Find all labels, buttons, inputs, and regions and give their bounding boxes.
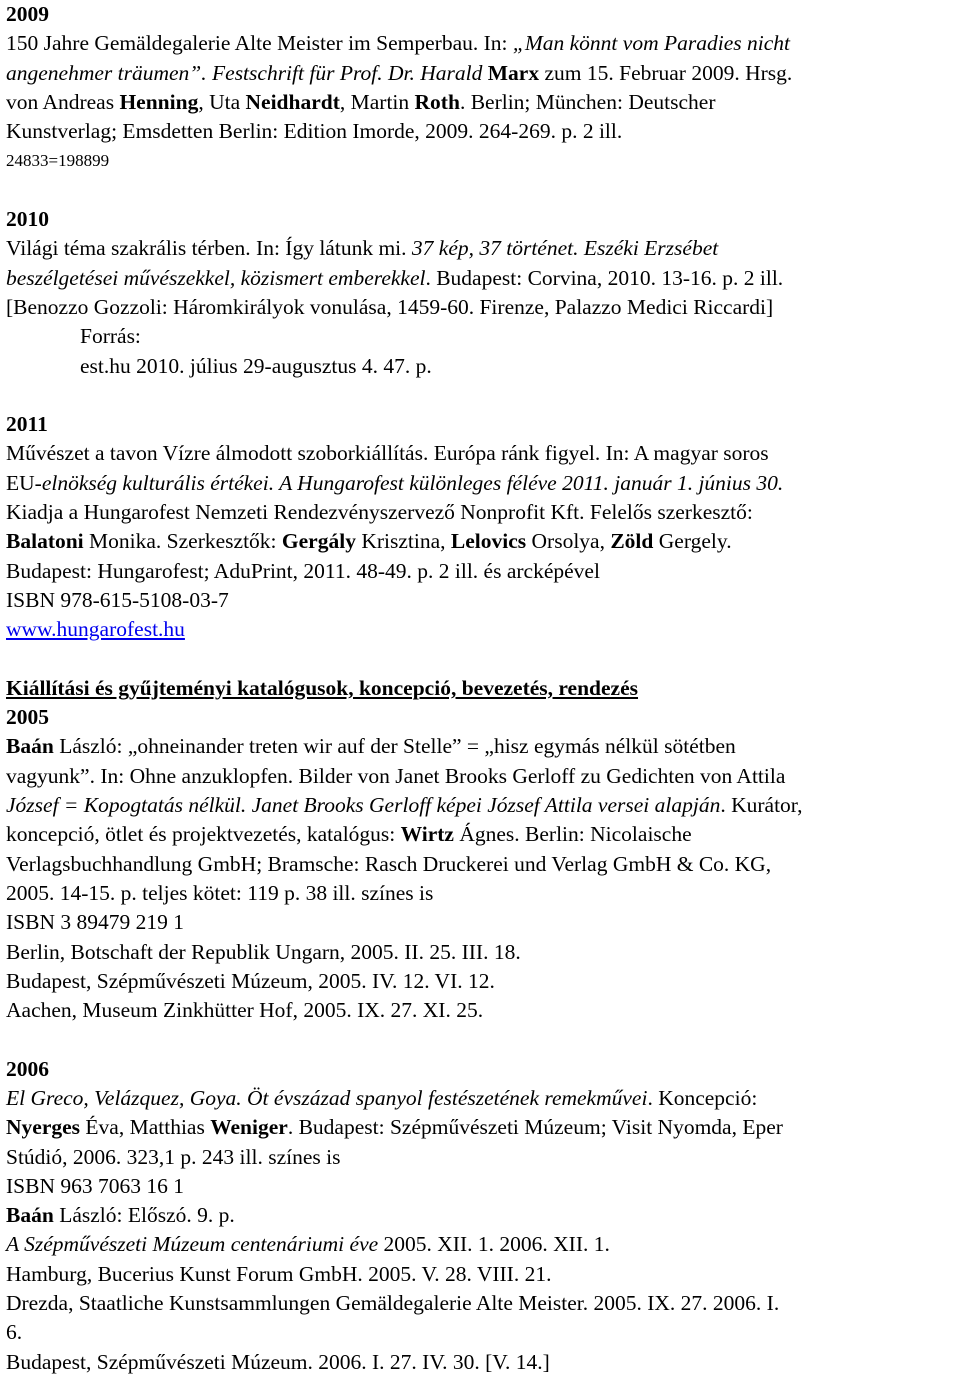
entry-2005-line: Verlagsbuchhandlung GmbH; Bramsche: Rasch Druckerei und Verlag GmbH & Co. KG, [6, 851, 772, 876]
text: Krisztina, [355, 529, 451, 554]
entry-2011-isbn: ISBN 978-615-5108-03-7 [6, 587, 229, 612]
entry-2005-venue: Berlin, Botschaft der Republik Ungarn, 2005. II. 25. III. 18. [6, 939, 521, 964]
author-name: Neidhardt [245, 89, 340, 114]
entry-2011-url [6, 615, 954, 644]
entry-2011-line: Művészet a tavon Vízre álmodott szoborkiállítás. Európa ránk figyel. In: A magyar soros [6, 441, 769, 466]
entry-2010-line [6, 234, 954, 263]
italic-title: El Greco, Velázquez, Goya. Öt évszázad spanyol festészetének remekművei [6, 1085, 648, 1110]
spacer [6, 645, 954, 674]
text: Orsolya, [526, 529, 611, 554]
entry-2010-line: [Benozzo Gozzoli: Háromkirályok vonulása, 1459-60. Firenze, Palazzo Medici Riccardi] [6, 294, 774, 319]
text: koncepció, ötlet és projektvezetés, katalógus: [6, 822, 401, 847]
text: Éva, Matthias [80, 1115, 211, 1140]
italic-title: „Man könnt vom Paradies nicht [512, 31, 790, 56]
entry-2006-line [6, 1113, 954, 1142]
author-name: Nyerges [6, 1115, 81, 1140]
spacer [6, 176, 954, 205]
entry-2009-line [6, 88, 954, 117]
text: 2005. XII. 1. 2006. XII. 1. [378, 1232, 610, 1257]
entry-2005-line [6, 732, 954, 761]
entry-2005-line [6, 820, 954, 849]
entry-2010-line [6, 264, 954, 293]
text: Monika. Szerkesztők: [83, 529, 282, 554]
spacer [6, 1025, 954, 1054]
entry-2006-line [6, 1230, 954, 1259]
text: von Andreas [6, 89, 120, 114]
entry-2006-line [6, 1084, 954, 1113]
italic-title: A Szépművészeti Múzeum centenáriumi éve [6, 1232, 379, 1257]
year-2006: 2006 [6, 1056, 49, 1081]
text: László: „ohneinander treten wir auf der Stelle” = „hisz egymás nélkül sötétben [53, 734, 736, 759]
year-2011: 2011 [6, 412, 48, 437]
author-name: Wirtz [400, 822, 454, 847]
entry-2006-isbn: ISBN 963 7063 16 1 [6, 1173, 184, 1198]
text: EU- [6, 470, 42, 495]
text: László: Előszó. 9. p. [53, 1203, 235, 1228]
hungarofest-link[interactable]: www.hungarofest.hu [6, 617, 185, 642]
text: , Martin [339, 89, 415, 114]
section-heading: Kiállítási és gyűjteményi katalógusok, koncepció, bevezetés, rendezés [6, 675, 639, 700]
author-name: Henning [119, 89, 199, 114]
text: . Kurátor, [720, 793, 803, 818]
text: 150 Jahre Gemäldegalerie Alte Meister im Semperbau. In: [6, 31, 513, 56]
year-2005: 2005 [6, 705, 49, 730]
italic-title: József = Kopogtatás nélkül. Janet Brooks Gerloff képei József Attila versei alapján [6, 793, 721, 818]
entry-2005-venue: Aachen, Museum Zinkhütter Hof, 2005. IX. 27. XI. 25. [6, 998, 484, 1023]
author-name: Lelovics [450, 529, 527, 554]
entry-2009-line [6, 59, 954, 88]
italic-title: elnökség kulturális értékei. A Hungarofest különleges féléve 2011. január 1. június 30. [41, 470, 784, 495]
author-name: Roth [414, 89, 460, 114]
text: , Uta [198, 89, 246, 114]
entry-2006-line: Stúdió, 2006. 323,1 p. 243 ill. színes is [6, 1144, 341, 1169]
entry-2006-venue: Hamburg, Bucerius Kunst Forum GmbH. 2005. V. 28. VIII. 21. [6, 1261, 552, 1286]
entry-2011-line: Budapest: Hungarofest; AduPrint, 2011. 48-49. p. 2 ill. és arcképével [6, 558, 600, 583]
entry-2009-line [6, 29, 954, 58]
entry-2006-line [6, 1201, 954, 1230]
italic-title: beszélgetései művészekkel, közismert emberekkel [6, 265, 426, 290]
year-2010: 2010 [6, 207, 49, 232]
entry-2009-line: Kunstverlag; Emsdetten Berlin: Edition Imorde, 2009. 264-269. p. 2 ill. [6, 119, 623, 144]
entry-2006-venue: Budapest, Szépművészeti Múzeum. 2006. I. 27. IV. 30. [V. 14.] [6, 1349, 550, 1374]
entry-2011-line [6, 527, 954, 556]
entry-2005-isbn: ISBN 3 89479 219 1 [6, 910, 184, 935]
author-name: Marx [487, 60, 540, 85]
text: Világi téma szakrális térben. In: Így látunk mi. [6, 236, 412, 261]
author-name: Baán [6, 1203, 54, 1228]
author-name: Weniger [210, 1115, 288, 1140]
italic-title: 37 kép, 37 történet. Eszéki Erzsébet [411, 236, 719, 261]
entry-2005-line: 2005. 14-15. p. teljes kötet: 119 p. 38 ill. színes is [6, 880, 434, 905]
entry-2011-line: Kiadja a Hungarofest Nemzeti Rendezvényszervező Nonprofit Kft. Felelős szerkesztő: [6, 500, 753, 525]
text: . Budapest: Corvina, 2010. 13-16. p. 2 ill. [425, 265, 784, 290]
entry-2005-line: vagyunk”. In: Ohne anzuklopfen. Bilder von Janet Brooks Gerloff zu Gedichten von Attila [6, 763, 786, 788]
text: zum 15. Februar 2009. Hrsg. [539, 60, 793, 85]
entry-2009-id: 24833=198899 [6, 151, 110, 171]
author-name: Balatoni [6, 529, 84, 554]
author-name: Baán [6, 734, 54, 759]
entry-2006-venue: 6. [6, 1320, 23, 1345]
entry-2011-line [6, 469, 954, 498]
spacer [6, 381, 954, 410]
text: . Budapest: Szépművészeti Múzeum; Visit Nyomda, Eper [287, 1115, 783, 1140]
text: . Koncepció: [647, 1085, 758, 1110]
author-name: Gergály [281, 529, 356, 554]
entry-2006-venue: Drezda, Staatliche Kunstsammlungen Gemäldegalerie Alte Meister. 2005. IX. 27. 2006. I. [6, 1291, 780, 1316]
text: Gergely. [653, 529, 732, 554]
entry-2005-line [6, 791, 954, 820]
year-2009: 2009 [6, 2, 49, 26]
author-name: Zöld [610, 529, 654, 554]
text: . Berlin; München: Deutscher [459, 89, 716, 114]
entry-2005-venue: Budapest, Szépművészeti Múzeum, 2005. IV. 12. VI. 12. [6, 968, 495, 993]
italic-title: angenehmer träumen”. Festschrift für Prof. Dr. Harald [6, 60, 488, 85]
entry-2010-source: est.hu 2010. július 29-augusztus 4. 47. p. [80, 353, 432, 378]
entry-2010-source-label: Forrás: [80, 324, 141, 349]
text: Ágnes. Berlin: Nicolaische [453, 822, 692, 847]
